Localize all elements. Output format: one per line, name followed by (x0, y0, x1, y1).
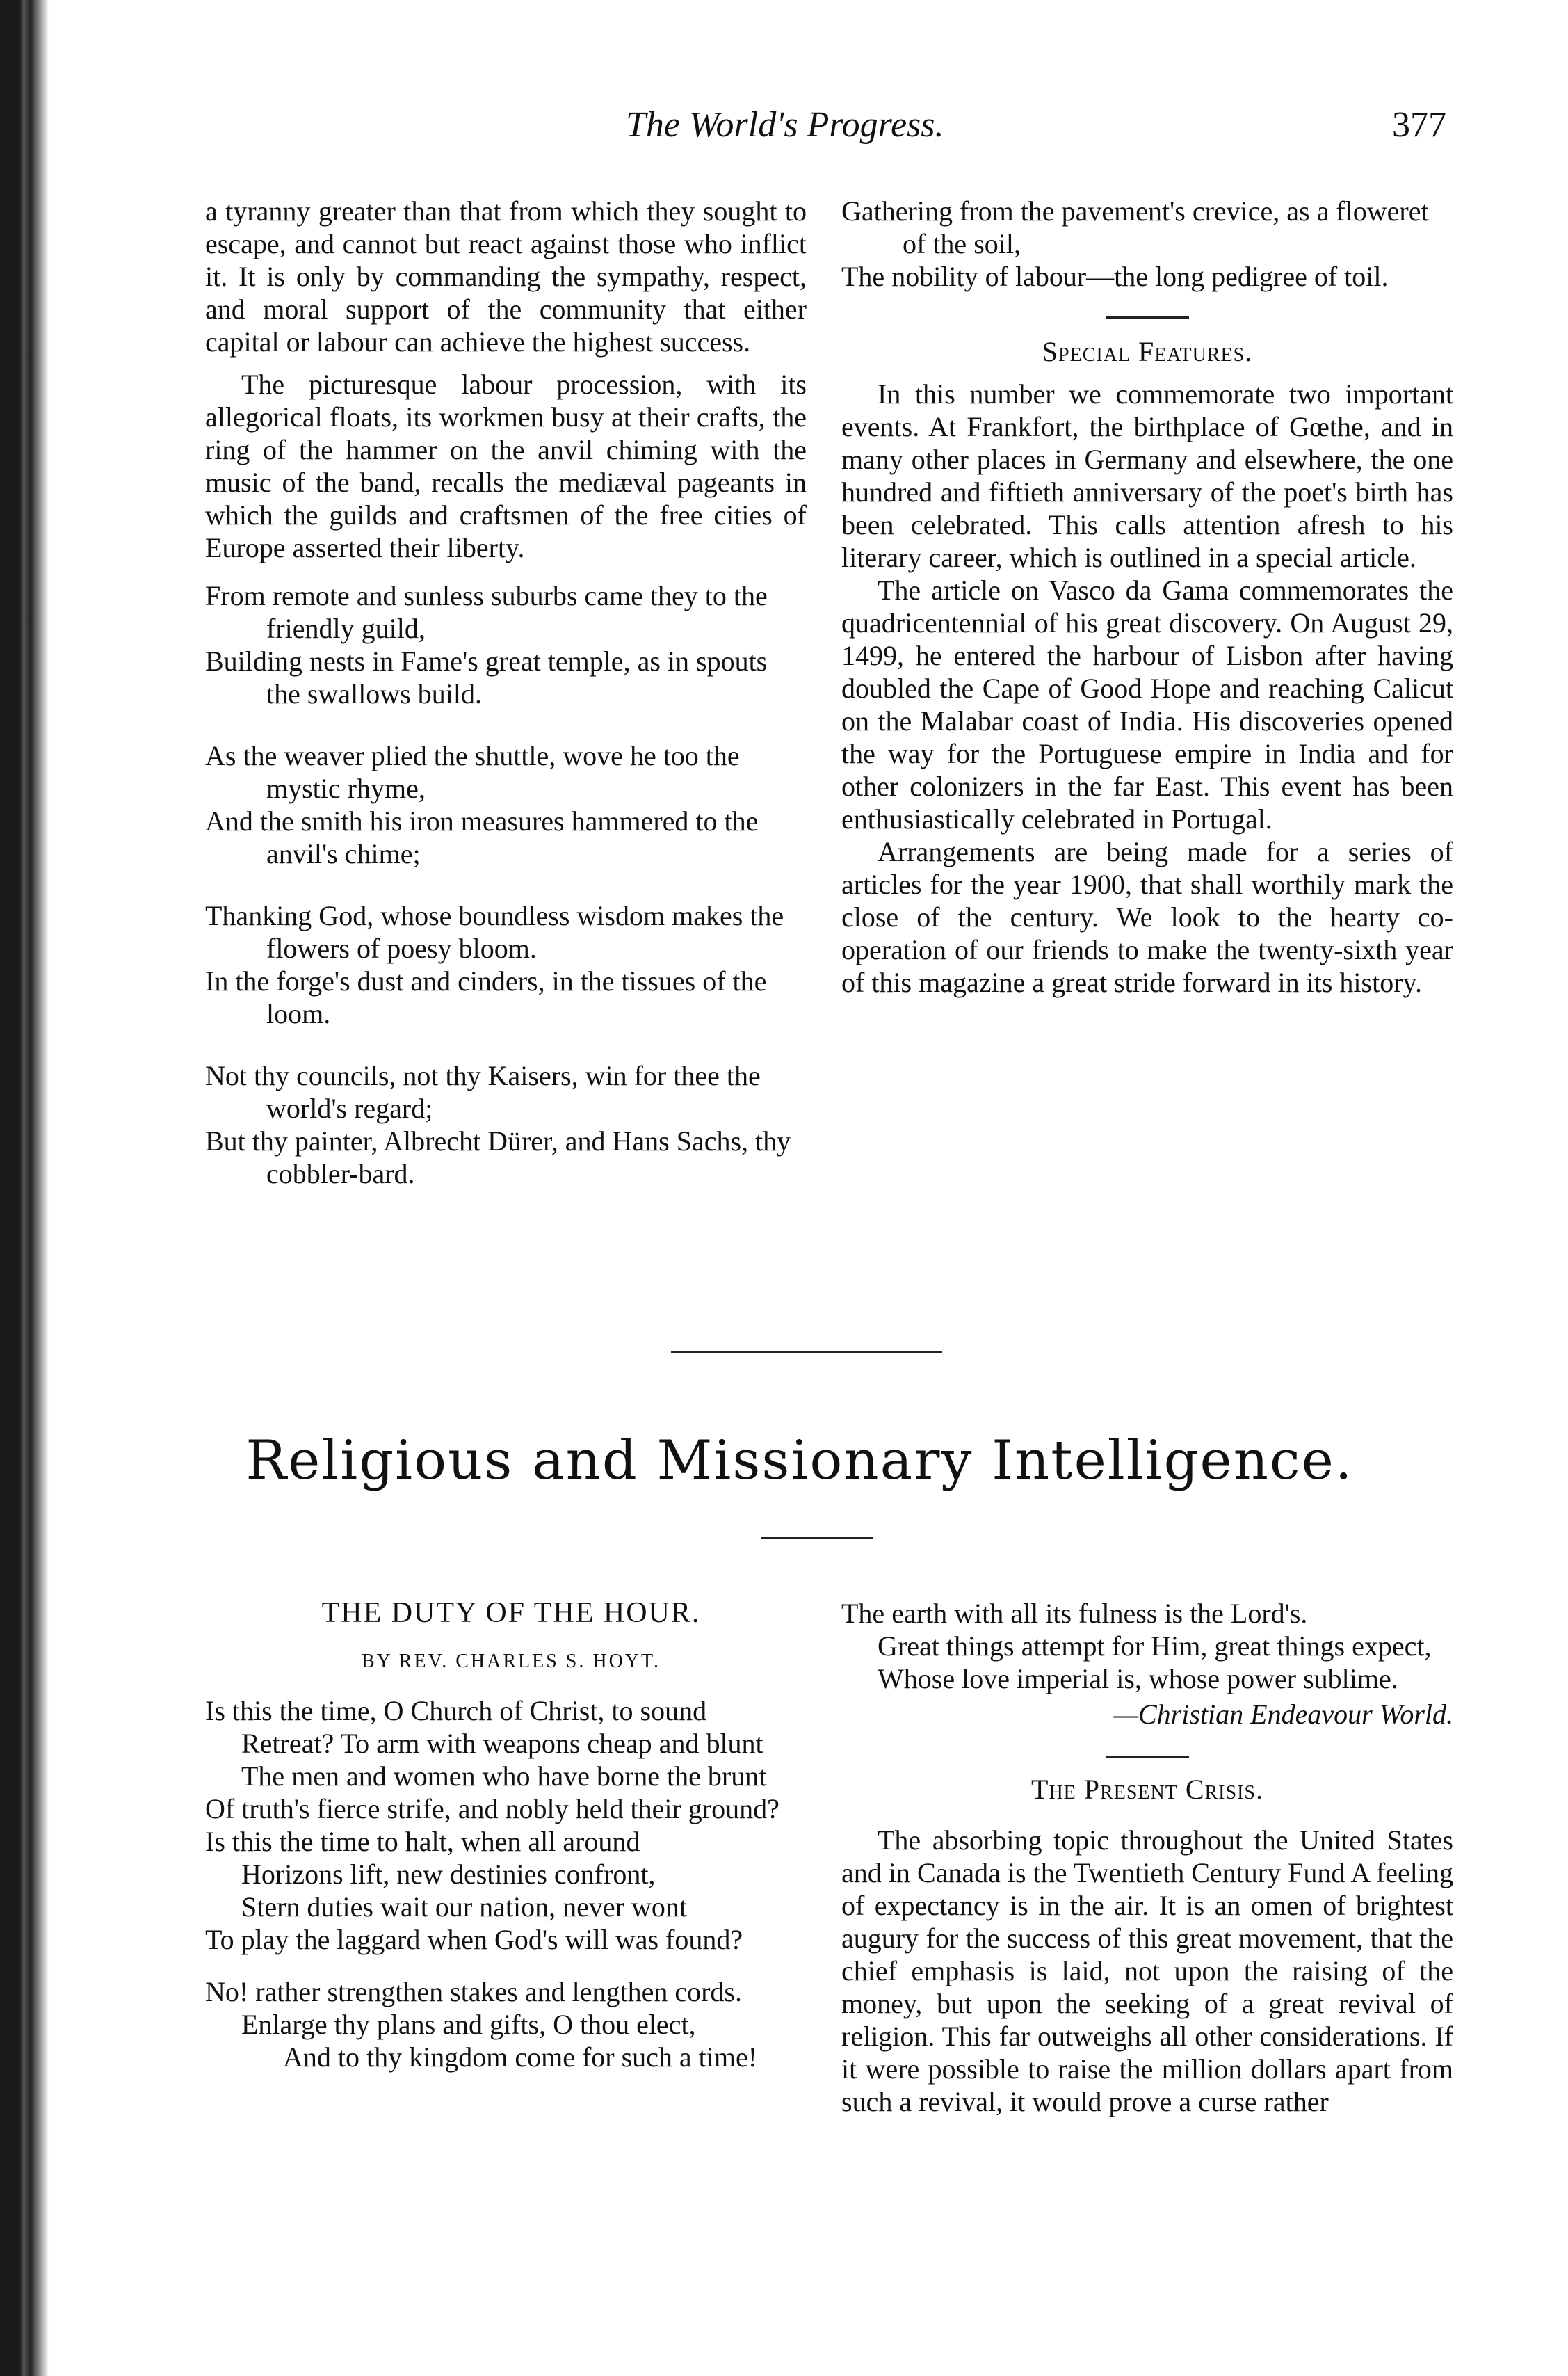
verse-line: The nobility of labour—the long pedigree of toil. (841, 261, 1389, 292)
section-divider-top (671, 1351, 942, 1353)
verse-line: The earth with all its fulness is the Lord's. (841, 1598, 1308, 1629)
verse-line: Enlarge thy plans and gifts, O thou elect, (241, 2009, 696, 2040)
left-column-top (205, 195, 807, 1219)
left-column-bottom (205, 1597, 817, 2103)
verse-line: Stern duties wait our nation, never wont (241, 1891, 687, 1923)
paragraph: In this number we commemorate two important events. At Frankfort, the birthplace of Gœthe, and in many other places in Germany and elsewhere, the one hundred and fiftieth anniversary of the poet's birth has been celebrated. This calls attention afresh to his literary career, which is outlined in a special article. (841, 378, 1453, 573)
short-rule (1106, 1756, 1189, 1758)
present-crisis-heading: The Present Crisis. (1031, 1774, 1263, 1805)
verse-line: To play the laggard when God's will was found? (205, 1924, 743, 1955)
verse-line: In the forge's dust and cinders, in the tissues of the loom. (205, 965, 767, 1029)
paragraph: a tyranny greater than that from which they sought to escape, and cannot but react against those who inflict it. It is only by commanding the sympathy, respect, and moral support of the community that either capital or labour can achieve the highest success. (205, 195, 807, 358)
section-title: Religious and Missionary Intelligence. (245, 1429, 1354, 1492)
stanza (205, 899, 807, 1030)
verse-line: As the weaver plied the shuttle, wove he too the mystic rhyme, (205, 740, 740, 804)
running-title: The World's Progress. (626, 105, 944, 145)
stanza (205, 1975, 817, 2073)
paragraph: The article on Vasco da Gama commemorates the quadricentennial of his great discovery. On August 29, 1499, he entered the harbour of Lisbon after having doubled the Cape of Good Hope and reaching Calicut on the Malabar coast of India. His discoveries opened the way for the Portuguese empire in India and for other colonizers in the far East. This event has been enthusiastically celebrated in Portugal. (841, 575, 1453, 835)
poem-title: THE DUTY OF THE HOUR. (321, 1597, 701, 1629)
verse-line: Gathering from the pavement's crevice, as a floweret of the soil, (841, 195, 1429, 259)
stanza (205, 579, 807, 710)
verse-block (205, 579, 807, 1190)
verse-line: And the smith his iron measures hammered to the anvil's chime; (205, 805, 759, 869)
page-number: 377 (1392, 105, 1446, 145)
section-divider-bottom (761, 1537, 873, 1539)
verse-line: Horizons lift, new destinies confront, (241, 1859, 656, 1890)
verse-line: Not thy councils, not thy Kaisers, win for thee the world's regard; (205, 1060, 761, 1124)
verse-line: Of truth's fierce strife, and nobly held their ground? (205, 1793, 779, 1824)
verse-line: From remote and sunless suburbs came they to the friendly guild, (205, 580, 768, 644)
verse-line: Great things attempt for Him, great things expect, (878, 1630, 1432, 1662)
verse-line: Is this the time, O Church of Christ, to sound (205, 1695, 707, 1726)
poem-attribution: —Christian Endeavour World. (1113, 1699, 1453, 1730)
paragraph: Arrangements are being made for a series of articles for the year 1900, that shall worthily mark the close of the century. We look to the hearty co-operation of our friends to make the twenty-sixth year of this magazine a great stride forward in its history. (841, 836, 1453, 998)
page-header (626, 104, 1446, 160)
paragraph: The picturesque labour procession, with its allegorical floats, its workmen busy at their crafts, the ring of the hammer on the anvil chiming with the music of the band, recalls the mediæval pageants in which the guilds and craftsmen of the free cities of Europe asserted their liberty. (205, 369, 807, 563)
stanza (205, 739, 807, 870)
verse-line: Thanking God, whose boundless wisdom makes the flowers of poesy bloom. (205, 900, 784, 964)
right-column-bottom (841, 1597, 1453, 2118)
verse-line: Whose love imperial is, whose power sublime. (878, 1663, 1398, 1694)
poem-byline: BY REV. CHARLES S. HOYT. (361, 1651, 661, 1672)
special-features-heading: Special Features. (1042, 336, 1253, 367)
verse-line: But thy painter, Albrecht Dürer, and Hans Sachs, thy cobbler-bard. (205, 1125, 791, 1189)
verse-line: Retreat? To arm with weapons cheap and blunt (241, 1728, 763, 1759)
verse-line: No! rather strengthen stakes and lengthen cords. (205, 1976, 742, 2007)
right-column-top (841, 195, 1453, 999)
stanza (205, 1059, 807, 1190)
verse-line: And to thy kingdom come for such a time! (283, 2041, 758, 2073)
verse-line: Building nests in Fame's great temple, as in spouts the swallows build. (205, 645, 768, 709)
page-binding-edge (0, 0, 49, 2376)
paragraph: The absorbing topic throughout the United States and in Canada is the Twentieth Century Fund A feeling of expectancy is in the air. It is an omen of brightest augury for the success of this great movement, that the chief emphasis is laid, not upon the raising of the money, but upon the seeking of a great revival of religion. This far outweighs all other considerations. If it were possible to raise the million dollars apart from such a revival, it would prove a curse rather (841, 1824, 1453, 2117)
verse-line: Is this the time to halt, when all around (205, 1826, 640, 1857)
verse-line: The men and women who have borne the brunt (241, 1760, 767, 1792)
stanza (205, 1694, 817, 1956)
short-rule (1106, 316, 1189, 319)
